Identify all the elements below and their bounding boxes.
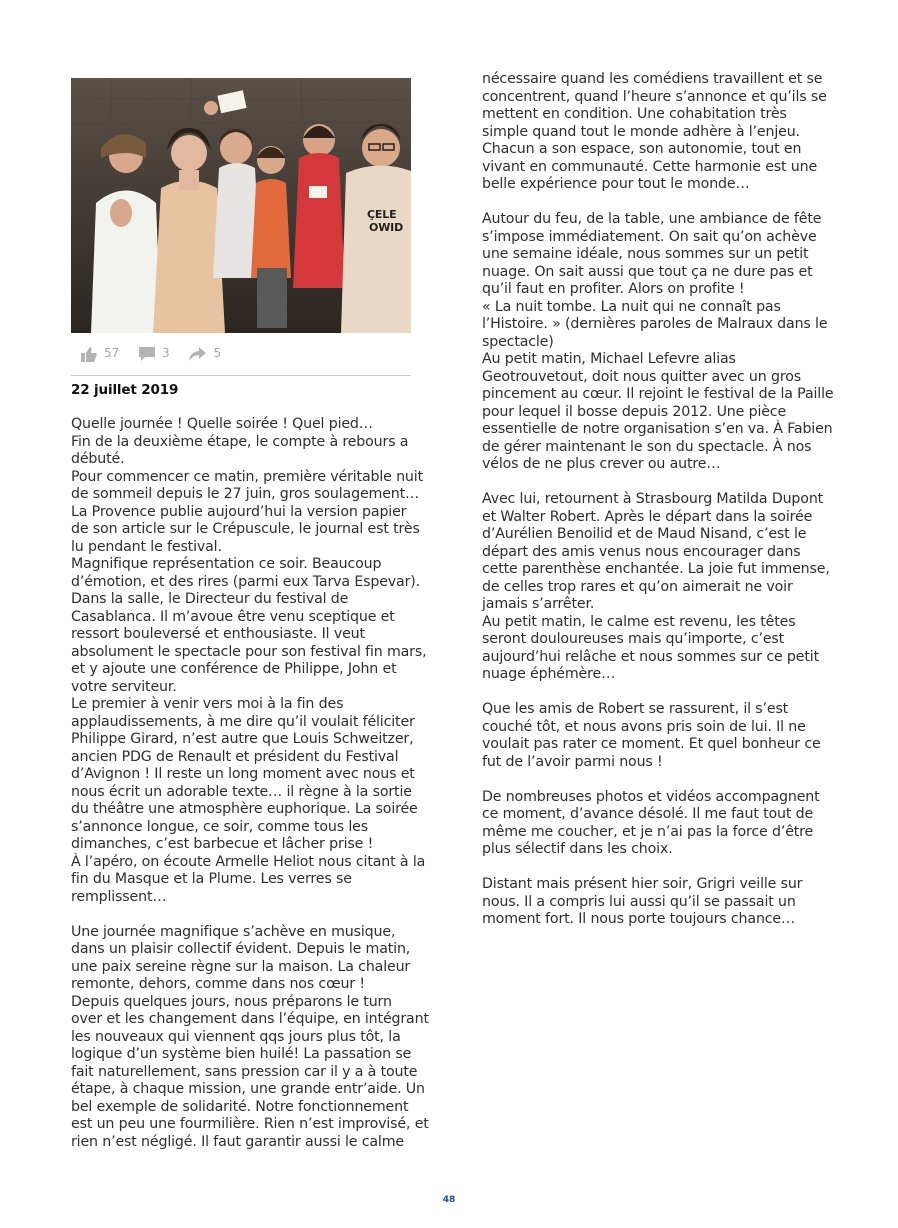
text-line: Une journée magnifique s’achève en musique, xyxy=(71,923,396,940)
text-line: Au petit matin, Michael Lefevre alias xyxy=(482,351,736,367)
text-line: plus sélectif dans les choix. xyxy=(482,841,673,857)
text-line: dans un plaisir collectif évident. Depuis le matin, xyxy=(71,941,411,957)
text-line: couché tôt, et nous avons pris soin de lui. Il ne xyxy=(482,718,806,735)
text-line: fait naturellement, sans pression car il y a à toute xyxy=(71,1063,418,1080)
right-column xyxy=(482,71,834,929)
shirt-text-line-1: ÇELE xyxy=(367,208,397,221)
text-line: départ des amis venus nous encourager dans xyxy=(482,543,801,560)
share-arrow-icon xyxy=(189,347,206,362)
paragraph-gap xyxy=(482,474,827,492)
paragraph-gap xyxy=(482,859,827,877)
text-line: pour lequel il bosse depuis 2012. Une pièce xyxy=(482,403,787,420)
text-line: lu pendant le festival. xyxy=(71,538,222,555)
text-line: Fin de la deuxième étape, le compte à rebours a xyxy=(71,433,409,450)
text-line: Le premier à venir vers moi à la fin des xyxy=(71,696,344,712)
text-line: de son article sur le Crépuscule, le journal est très xyxy=(71,521,420,537)
social-bar xyxy=(71,333,411,376)
paragraph-gap xyxy=(482,771,827,789)
text-line: rien n’est négligé. Il faut garantir aussi le calme xyxy=(71,1133,404,1150)
text-line: de celles trop rares et qu’on aimerait ne voir xyxy=(482,578,793,595)
text-line: Philippe Girard, n’est autre que Louis Schweitzer, xyxy=(71,731,414,747)
share-count: 5 xyxy=(213,346,221,361)
text-line: les nouveaux qui viennent qqs jours plus tôt, la xyxy=(71,1028,401,1045)
text-line: belle expérience pour tout le monde… xyxy=(482,176,750,192)
text-line: bel exemple de solidarité. Notre fonctionnement xyxy=(71,1098,409,1115)
text-line: d’Avignon ! Il reste un long moment avec nous et xyxy=(71,766,415,782)
text-line: logique d’un système bien huilé! La passation se xyxy=(71,1046,412,1062)
share-counter[interactable] xyxy=(189,345,221,363)
text-line: seront douloureuses mais qu’importe, c’est xyxy=(482,631,785,647)
comment-count: 3 xyxy=(161,346,170,361)
text-line: absolument le spectacle pour son festival fin mars, xyxy=(71,643,427,660)
text-line: nuage éphémère… xyxy=(482,666,616,682)
text-line: over et les changement dans l’équipe, en intégrant xyxy=(71,1011,429,1027)
text-line: vivant en communauté. Cette harmonie est une xyxy=(482,158,818,175)
text-line: applaudissements, à me dire qu’il voulait féliciter xyxy=(71,713,415,730)
text-line: nous écrit un adorable texte… il règne à la sortie xyxy=(71,783,412,800)
text-line: voulait pas rater ce moment. Et quel bonheur ce xyxy=(482,736,821,752)
text-line: et Walter Robert. Après le départ dans la soirée xyxy=(482,508,813,525)
text-line: Geotrouvetout, doit nous quitter avec un gros xyxy=(482,368,801,385)
group-photo-illustration xyxy=(71,78,411,333)
text-line: d’émotion, et des rires (parmi eux Tarva Espevar). xyxy=(71,573,421,590)
text-line: s’annonce longue, ce soir, comme tous les xyxy=(71,818,368,835)
text-line: dimanches, c’est barbecue et lâcher prise ! xyxy=(71,836,374,852)
text-line: une paix sereine règne sur la maison. La chaleur xyxy=(71,958,411,975)
text-line: et y ajoute une conférence de Philippe, John et xyxy=(71,661,397,677)
text-line: Distant mais présent hier soir, Grigri veille sur xyxy=(482,876,803,892)
comment-counter[interactable] xyxy=(139,345,170,363)
thumbs-up-icon xyxy=(81,347,97,362)
text-line: mettent en condition. Une cohabitation très xyxy=(482,106,787,122)
like-counter[interactable] xyxy=(81,345,119,363)
comment-icon xyxy=(139,347,155,362)
entry-date: 22 juillet 2019 xyxy=(71,382,179,398)
text-line: d’Aurélien Benoilid et de Maud Nisand, c’est le xyxy=(482,526,807,542)
text-line: Autour du feu, de la table, une ambiance de fête xyxy=(482,211,822,227)
text-line: pincement au cœur. Il rejoint le festival de la Paille xyxy=(482,386,834,402)
group-photo xyxy=(71,78,411,333)
text-line: de gérer maintenant le son du spectacle. À nos xyxy=(482,438,812,455)
left-column xyxy=(71,78,429,1151)
text-line: s’impose immédiatement. On sait qu’on achève xyxy=(482,228,817,245)
text-line: Que les amis de Robert se rassurent, il s’est xyxy=(482,701,789,717)
text-line: Avec lui, retournent à Strasbourg Matilda Dupont xyxy=(482,491,824,507)
text-line: Dans la salle, le Directeur du festival de xyxy=(71,591,349,607)
text-line: est un peu une fourmilière. Rien n’est improvisé, et xyxy=(71,1116,429,1132)
text-line: fin du Masque et la Plume. Les verres se xyxy=(71,871,352,887)
text-line: fut de l’avoir parmi nous ! xyxy=(482,753,663,770)
text-line: Depuis quelques jours, nous préparons le turn xyxy=(71,993,392,1010)
text-line: qu’il faut en profiter. Alors on profite ! xyxy=(482,281,745,297)
text-line: Au petit matin, le calme est revenu, les têtes xyxy=(482,613,796,630)
paragraph-gap xyxy=(71,906,416,924)
text-line: l’Histoire. » (dernières paroles de Malraux dans le xyxy=(482,316,828,332)
right-text-body xyxy=(482,71,834,929)
text-line: nuage. On sait aussi que tout ça ne dure pas et xyxy=(482,263,813,280)
text-line: jamais s’arrêter. xyxy=(482,596,595,612)
like-count: 57 xyxy=(104,346,119,361)
text-line: Casablanca. Il m’avoue être venu sceptique et xyxy=(71,608,395,625)
shirt-print xyxy=(367,208,403,234)
text-line: aujourd’hui relâche et nous sommes sur ce petit xyxy=(482,648,819,665)
text-line: La Provence publie aujourd’hui la version papier xyxy=(71,503,407,520)
page-number: 48 xyxy=(442,1195,456,1205)
text-line: votre serviteur. xyxy=(71,678,177,695)
text-line: simple quand tout le monde adhère à l’enjeu. xyxy=(482,123,800,140)
paragraph-gap xyxy=(482,194,827,212)
text-line: essentielle de notre organisation s’en va. À Fabien xyxy=(482,421,833,437)
text-line: spectacle) xyxy=(482,333,554,350)
text-line: ancien PDG de Renault et président du Festival xyxy=(71,748,399,765)
text-line: Magnifique représentation ce soir. Beaucoup xyxy=(71,556,382,572)
text-line: débuté. xyxy=(71,451,125,467)
text-line: vélos de ne plus crever ou autre… xyxy=(482,456,721,472)
text-line: Chacun a son espace, son autonomie, tout en xyxy=(482,141,802,157)
text-line: « La nuit tombe. La nuit qui ne connaît pas xyxy=(482,298,781,315)
text-line: de sommeil depuis le 27 juin, gros soulagement… xyxy=(71,486,420,502)
text-line: Pour commencer ce matin, première véritable nuit xyxy=(71,468,423,485)
left-text-body xyxy=(71,416,429,1151)
text-line: remonte, dehors, comme dans nos cœur ! xyxy=(71,976,365,992)
text-line: De nombreuses photos et vidéos accompagnent xyxy=(482,788,820,805)
text-line: À l’apéro, on écoute Armelle Heliot nous citant à la xyxy=(71,853,426,870)
text-line: ce moment, d’avance désolé. Il me faut tout de xyxy=(482,806,814,822)
paragraph-gap xyxy=(482,684,827,702)
text-line: étape, à chaque mission, une grande entr’aide. Un xyxy=(71,1081,425,1097)
text-line: nous. Il a compris lui aussi qu’il se passait un xyxy=(482,893,796,910)
text-line: concentrent, quand l’heure s’annonce et qu’ils se xyxy=(482,88,827,105)
text-line: même me coucher, et je n’ai pas la force d’être xyxy=(482,823,814,840)
shirt-text-line-2: OWID xyxy=(369,221,404,234)
text-line: nécessaire quand les comédiens travaillent et se xyxy=(482,71,823,87)
text-line: du théâtre une atmosphère euphorique. La soirée xyxy=(71,801,418,817)
text-line: ressort bouleversé et enthousiaste. Il veut xyxy=(71,626,365,642)
text-line: moment fort. Il nous porte toujours chance… xyxy=(482,911,796,927)
text-line: Quelle journée ! Quelle soirée ! Quel pied… xyxy=(71,416,373,432)
text-line: remplissent… xyxy=(71,888,167,905)
text-line: cette parenthèse enchantée. La joie fut immense, xyxy=(482,561,830,577)
text-line: une semaine idéale, nous sommes sur un petit xyxy=(482,246,809,262)
